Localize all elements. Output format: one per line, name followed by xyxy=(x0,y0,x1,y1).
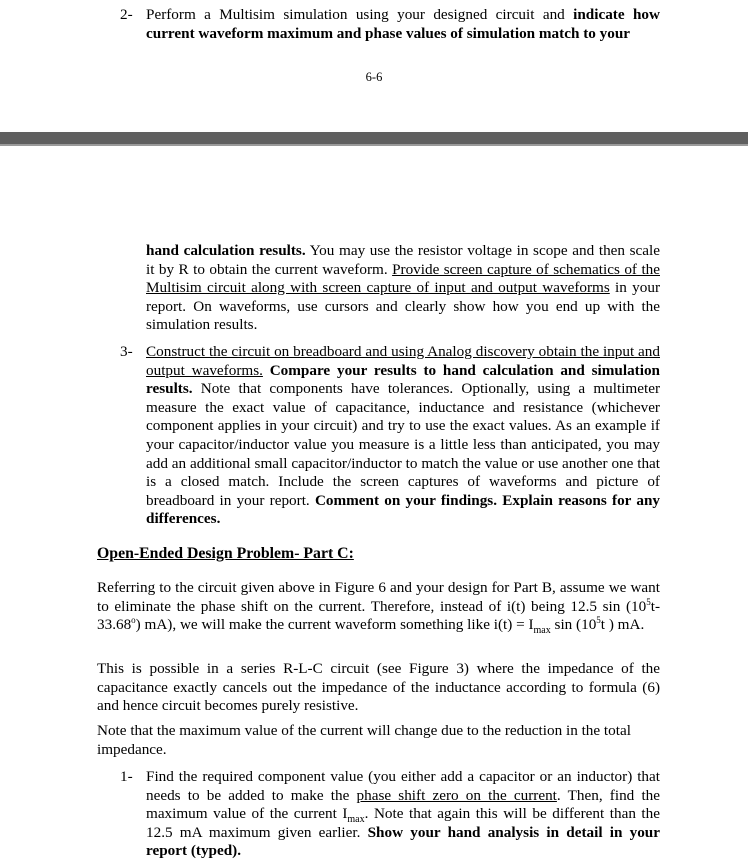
item-3-bold-2: Comment on your findings. Explain reasons for any differences. xyxy=(146,491,660,528)
p1-e: t ) mA. xyxy=(600,616,645,634)
page-number: 6-6 xyxy=(365,70,383,84)
section-heading: Open-Ended Design Problem- Part C: xyxy=(97,545,354,562)
item-1-bold: Show your hand analysis in detail in your report (typed). xyxy=(146,823,660,860)
p1-sup-1: 5 xyxy=(646,596,651,607)
item-2-text-bold: indicate how current waveform maximum and phase values of simulation match to your xyxy=(146,6,660,42)
item-1-b: . Then, find the maximum value of the current I xyxy=(146,786,660,823)
p1-a: Referring to the circuit given above in Figure 6 and your design for Part B, assume we want to eliminate the phase shift on the current. Therefore, instead of i(t) being 12.5 sin (10 xyxy=(97,579,660,615)
item-2-text-a: Perform a Multisim simulation using your designed circuit and xyxy=(146,6,574,23)
paragraph-2: This is possible in a series R-L-C circuit (see Figure 3) where the impedance of the capacitance exactly cancels out the impedance of the inductance according to formula (6) and hence circuit becomes purely resistive. xyxy=(97,660,660,715)
page-1-bottom xyxy=(0,0,748,132)
paragraph-3: Note that the maximum value of the current will change due to the reduction in the total impedance. xyxy=(97,722,631,758)
p1-d: sin (10 xyxy=(550,616,597,634)
item-3-number: 3- xyxy=(120,343,133,360)
item-3-bold-1: Compare your results to hand calculation and simulation results. xyxy=(146,361,660,398)
cont-underlined: Provide screen capture of schematics of the Multisim circuit along with screen capture of input and output waveforms xyxy=(146,260,660,297)
item-1-a: Find the required component value (you either add a capacitor or an inductor) that needs to be added to make the xyxy=(146,768,660,804)
item-2-continuation xyxy=(146,242,660,335)
cont-bold: hand calculation results. xyxy=(146,242,306,259)
item-3-body: Note that components have tolerances. Optionally, using a multimeter measure the exact value of capacitance, inductance and resistance (whichever component applies in your circuit) and try to use the exact values. As an example if your capacitor/inductor value you measure is a little less than anticipated, you may add an additional small capacitor/inductor to match the value or use another one that is a closed match. Include the screen captures of waveforms and picture of breadboard in your report. xyxy=(146,380,660,509)
item-1-number: 1- xyxy=(120,768,133,785)
cont-text: You may use the resistor voltage in scope and then scale it by R to obtain the current waveform. xyxy=(146,242,660,278)
item-2-number: 2- xyxy=(120,6,133,23)
p1-c: ) mA), we will make the current waveform something like i(t) = I xyxy=(135,616,534,634)
item-2-text xyxy=(146,6,660,43)
p1-sub: max xyxy=(533,625,551,637)
item-1-c: . Note that again this will be different than the 12.5 mA maximum given earlier. xyxy=(146,805,660,841)
paragraph-1 xyxy=(97,579,660,635)
p1-sup-3: 5 xyxy=(596,615,601,626)
p1-sup-2: o xyxy=(131,615,136,626)
item-1-sub: max xyxy=(347,814,365,826)
cont-tail: in your report. On waveforms, use cursors and clearly show how you end up with the simulation results. xyxy=(146,279,661,334)
item-3-text xyxy=(146,343,660,529)
item-3-underlined: Construct the circuit on breadboard and using Analog discovery obtain the input and output waveforms. xyxy=(146,343,660,379)
page-divider-shadow xyxy=(0,144,748,146)
item-1-text xyxy=(146,768,660,861)
p1-b: t- 33.68 xyxy=(97,597,660,634)
item-1-underlined: phase shift zero on the current xyxy=(356,786,557,804)
page-divider xyxy=(0,132,748,144)
